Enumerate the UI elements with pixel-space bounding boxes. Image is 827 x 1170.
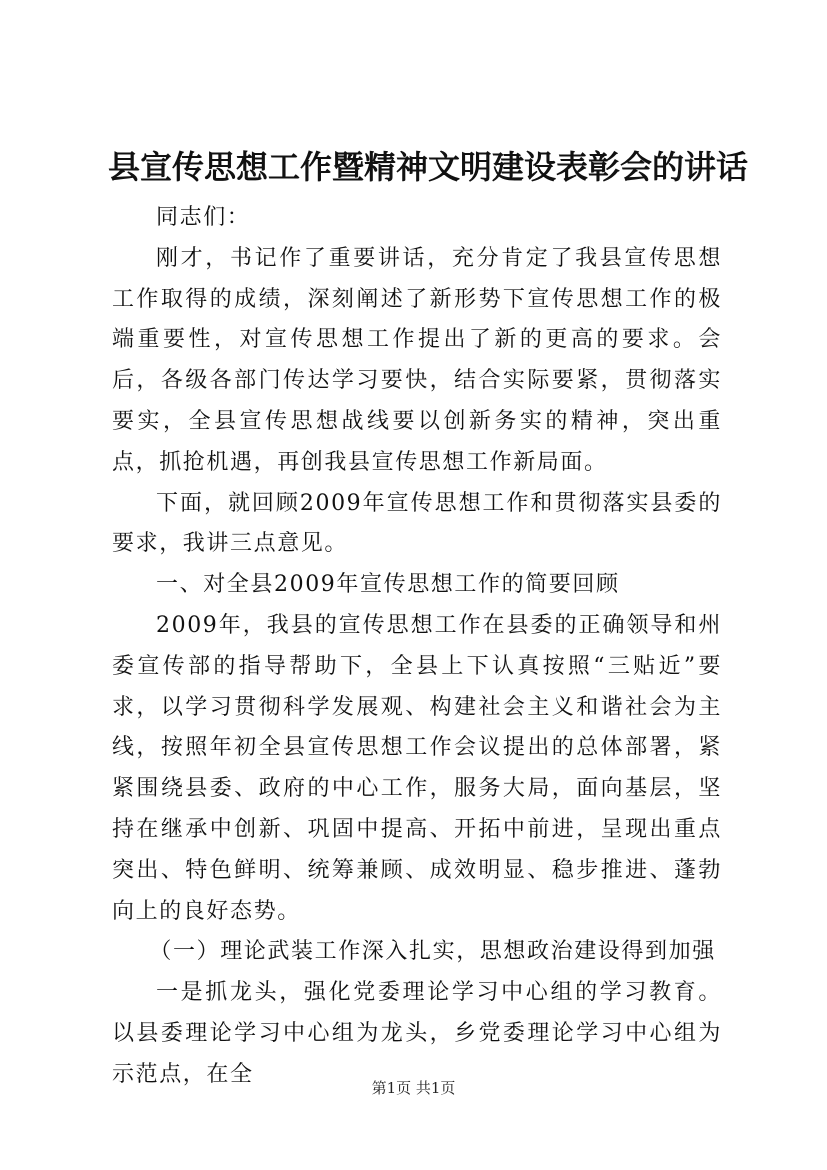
section-heading-1: 一、对全县2009年宣传思想工作的简要回顾 [156, 572, 620, 598]
paragraph-opening: 刚才，书记作了重要讲话，充分肯定了我县宣传思想工作取得的成绩，深刻阐述了新形势下宣传思想工作的极端重要性，对宣传思想工作提出了新的更高的要求。会后，各级各部门传达学习要快，结合实际要紧，贯彻落实要实，全县宣传思想战线要以创新务实的精神，突出重点，抓抢机遇，再创我县宣传思想工作新局面。 [112, 245, 722, 475]
document-title: 县宣传思想工作暨精神文明建设表彰会的讲话 [108, 148, 749, 186]
paragraph-outline: 下面，就回顾2009年宣传思想工作和贯彻落实县委的要求，我讲三点意见。 [112, 490, 722, 557]
paragraph-point-1: 一是抓龙头，强化党委理论学习中心组的学习教育。以县委理论学习中心组为龙头，乡党委理论学习中心组为示范点，在全 [112, 980, 722, 1087]
page-footer: 第1页 共1页 [371, 1079, 456, 1097]
paragraph-review: 2009年，我县的宣传思想工作在县委的正确领导和州委宣传部的指导帮助下，全县上下认真按照“三贴近”要求，以学习贯彻科学发展观、构建社会主义和谐社会为主线，按照年初全县宣传思想工作会议提出的总体部署，紧紧围绕县委、政府的中心工作，服务大局，面向基层，坚持在继承中创新、巩固中提高、开拓中前进，呈现出重点突出、特色鲜明、统筹兼顾、成效明显、稳步推进、蓬勃向上的良好态势。 [112, 612, 722, 924]
salutation: 同志们： [156, 205, 251, 230]
subsection-heading-1: （一）理论武装工作深入扎实，思想政治建设得到加强 [149, 939, 716, 965]
document-body [112, 198, 722, 1096]
